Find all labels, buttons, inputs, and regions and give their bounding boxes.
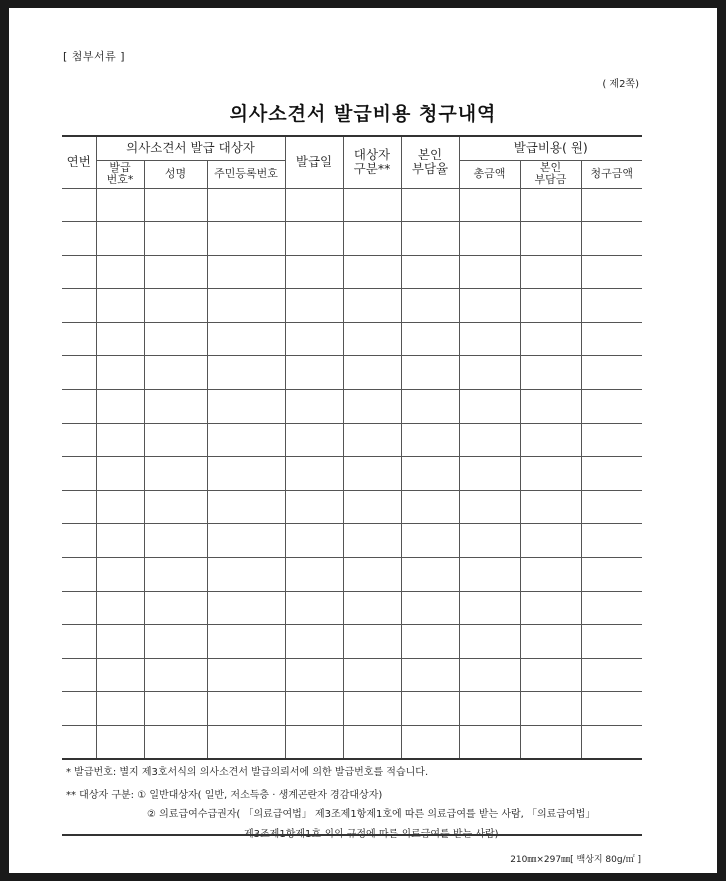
cell-copay[interactable] xyxy=(520,188,581,222)
cell-rrn[interactable] xyxy=(207,726,285,760)
cell-total[interactable] xyxy=(459,188,520,222)
cell-name[interactable] xyxy=(144,658,207,692)
cell-category[interactable] xyxy=(343,255,401,289)
cell-name[interactable] xyxy=(144,423,207,457)
cell-name[interactable] xyxy=(144,558,207,592)
cell-rrn[interactable] xyxy=(207,692,285,726)
cell-issue-date[interactable] xyxy=(285,390,343,424)
header-serial: 연번 xyxy=(62,136,96,188)
cell-name[interactable] xyxy=(144,322,207,356)
cell-total[interactable] xyxy=(459,457,520,491)
cell-copay[interactable] xyxy=(520,490,581,524)
cell-copay[interactable] xyxy=(520,390,581,424)
cell-name[interactable] xyxy=(144,222,207,256)
cell-category[interactable] xyxy=(343,356,401,390)
cell-rrn[interactable] xyxy=(207,591,285,625)
cell-copay-rate[interactable] xyxy=(401,289,459,323)
cell-copay-rate[interactable] xyxy=(401,390,459,424)
cell-issue-no[interactable] xyxy=(96,322,144,356)
table-row xyxy=(62,658,642,692)
cell-rrn[interactable] xyxy=(207,188,285,222)
cell-copay[interactable] xyxy=(520,558,581,592)
note-issue-number: * 발급번호: 별지 제3호서식의 의사소견서 발급의뢰서에 의한 발급번호를 적습니다. xyxy=(66,767,429,778)
cell-serial[interactable] xyxy=(62,726,96,760)
cell-serial[interactable] xyxy=(62,490,96,524)
table-row xyxy=(62,524,642,558)
cell-issue-no[interactable] xyxy=(96,255,144,289)
cell-copay[interactable] xyxy=(520,591,581,625)
table-row xyxy=(62,692,642,726)
cell-issue-date[interactable] xyxy=(285,457,343,491)
cell-copay[interactable] xyxy=(520,322,581,356)
cell-total[interactable] xyxy=(459,423,520,457)
claim-table xyxy=(62,135,642,760)
cell-claim[interactable] xyxy=(581,356,642,390)
table-row xyxy=(62,255,642,289)
cell-serial[interactable] xyxy=(62,423,96,457)
cell-copay[interactable] xyxy=(520,658,581,692)
table-row xyxy=(62,726,642,760)
cell-total[interactable] xyxy=(459,289,520,323)
cell-copay-rate[interactable] xyxy=(401,524,459,558)
cell-issue-no[interactable] xyxy=(96,390,144,424)
table-row xyxy=(62,625,642,659)
cell-rrn[interactable] xyxy=(207,289,285,323)
cell-total[interactable] xyxy=(459,591,520,625)
cell-serial[interactable] xyxy=(62,591,96,625)
cell-issue-no[interactable] xyxy=(96,625,144,659)
cell-issue-no[interactable] xyxy=(96,692,144,726)
cell-total[interactable] xyxy=(459,222,520,256)
cell-total[interactable] xyxy=(459,255,520,289)
cell-issue-no[interactable] xyxy=(96,658,144,692)
attachment-label: [ 첨부서류 ] xyxy=(63,50,126,63)
cell-serial[interactable] xyxy=(62,558,96,592)
cell-category[interactable] xyxy=(343,558,401,592)
cell-claim[interactable] xyxy=(581,558,642,592)
cell-serial[interactable] xyxy=(62,222,96,256)
cell-name[interactable] xyxy=(144,524,207,558)
cell-category[interactable] xyxy=(343,188,401,222)
cell-issue-date[interactable] xyxy=(285,289,343,323)
cell-claim[interactable] xyxy=(581,625,642,659)
cell-copay-rate[interactable] xyxy=(401,490,459,524)
cell-copay-rate[interactable] xyxy=(401,423,459,457)
cell-copay-rate[interactable] xyxy=(401,692,459,726)
cell-copay-rate[interactable] xyxy=(401,356,459,390)
cell-claim[interactable] xyxy=(581,490,642,524)
cell-copay[interactable] xyxy=(520,457,581,491)
cell-rrn[interactable] xyxy=(207,490,285,524)
cell-issue-no[interactable] xyxy=(96,457,144,491)
cell-issue-date[interactable] xyxy=(285,692,343,726)
cell-rrn[interactable] xyxy=(207,524,285,558)
cell-issue-date[interactable] xyxy=(285,726,343,760)
cell-issue-date[interactable] xyxy=(285,558,343,592)
cell-serial[interactable] xyxy=(62,188,96,222)
cell-name[interactable] xyxy=(144,490,207,524)
note-category-2: ② 의료급여수급권자( 「의료급여법」 제3조제1항제1호에 따른 의료급여를 받는 사람, 「의료급여법」 xyxy=(147,809,596,820)
cell-serial[interactable] xyxy=(62,625,96,659)
table-row xyxy=(62,188,642,222)
cell-copay-rate[interactable] xyxy=(401,625,459,659)
cell-copay[interactable] xyxy=(520,255,581,289)
cell-category[interactable] xyxy=(343,222,401,256)
cell-category[interactable] xyxy=(343,289,401,323)
cell-claim[interactable] xyxy=(581,692,642,726)
cell-copay[interactable] xyxy=(520,289,581,323)
cell-issue-date[interactable] xyxy=(285,188,343,222)
header-claim: 청구금액 xyxy=(581,160,642,188)
cell-category[interactable] xyxy=(343,490,401,524)
cell-issue-no[interactable] xyxy=(96,222,144,256)
cell-category[interactable] xyxy=(343,524,401,558)
cell-serial[interactable] xyxy=(62,356,96,390)
page-number: ( 제2쪽) xyxy=(602,79,639,90)
cell-issue-date[interactable] xyxy=(285,591,343,625)
cell-claim[interactable] xyxy=(581,222,642,256)
cell-name[interactable] xyxy=(144,726,207,760)
cell-claim[interactable] xyxy=(581,726,642,760)
cell-category[interactable] xyxy=(343,423,401,457)
cell-category[interactable] xyxy=(343,322,401,356)
cell-total[interactable] xyxy=(459,524,520,558)
cell-rrn[interactable] xyxy=(207,322,285,356)
cell-issue-no[interactable] xyxy=(96,558,144,592)
cell-total[interactable] xyxy=(459,490,520,524)
cell-copay-rate[interactable] xyxy=(401,591,459,625)
cell-name[interactable] xyxy=(144,289,207,323)
table-row xyxy=(62,390,642,424)
cell-issue-no[interactable] xyxy=(96,188,144,222)
cell-rrn[interactable] xyxy=(207,625,285,659)
table-row xyxy=(62,423,642,457)
header-copay: 본인 부담금 xyxy=(520,160,581,188)
cell-serial[interactable] xyxy=(62,255,96,289)
cell-copay[interactable] xyxy=(520,222,581,256)
cell-rrn[interactable] xyxy=(207,658,285,692)
cell-name[interactable] xyxy=(144,390,207,424)
cell-issue-no[interactable] xyxy=(96,591,144,625)
cell-total[interactable] xyxy=(459,356,520,390)
cell-copay[interactable] xyxy=(520,423,581,457)
cell-category[interactable] xyxy=(343,692,401,726)
cell-name[interactable] xyxy=(144,591,207,625)
header-issue-date: 발급일 xyxy=(285,136,343,188)
header-name: 성명 xyxy=(144,160,207,188)
cell-category[interactable] xyxy=(343,658,401,692)
cell-issue-date[interactable] xyxy=(285,658,343,692)
cell-copay[interactable] xyxy=(520,726,581,760)
cell-copay-rate[interactable] xyxy=(401,255,459,289)
cell-copay[interactable] xyxy=(520,356,581,390)
cell-name[interactable] xyxy=(144,692,207,726)
cell-total[interactable] xyxy=(459,726,520,760)
cell-issue-no[interactable] xyxy=(96,356,144,390)
table-row xyxy=(62,356,642,390)
cell-issue-no[interactable] xyxy=(96,490,144,524)
form-page xyxy=(9,8,717,873)
cell-name[interactable] xyxy=(144,255,207,289)
note-category-1: ** 대상자 구분: ① 일반대상자( 일반, 저소득층 · 생계곤란자 경감대상자) xyxy=(66,790,383,801)
cell-claim[interactable] xyxy=(581,591,642,625)
cell-serial[interactable] xyxy=(62,322,96,356)
cell-issue-date[interactable] xyxy=(285,524,343,558)
table-row xyxy=(62,591,642,625)
cell-serial[interactable] xyxy=(62,658,96,692)
cell-total[interactable] xyxy=(459,625,520,659)
cell-copay-rate[interactable] xyxy=(401,188,459,222)
cell-name[interactable] xyxy=(144,188,207,222)
table-row xyxy=(62,490,642,524)
table-row xyxy=(62,289,642,323)
cell-category[interactable] xyxy=(343,726,401,760)
cell-copay-rate[interactable] xyxy=(401,658,459,692)
cell-issue-date[interactable] xyxy=(285,625,343,659)
cell-category[interactable] xyxy=(343,390,401,424)
cell-rrn[interactable] xyxy=(207,558,285,592)
cell-rrn[interactable] xyxy=(207,457,285,491)
table-row xyxy=(62,322,642,356)
cell-serial[interactable] xyxy=(62,524,96,558)
cell-claim[interactable] xyxy=(581,322,642,356)
cell-total[interactable] xyxy=(459,390,520,424)
cell-serial[interactable] xyxy=(62,457,96,491)
cell-copay-rate[interactable] xyxy=(401,558,459,592)
cell-total[interactable] xyxy=(459,692,520,726)
cell-name[interactable] xyxy=(144,625,207,659)
header-issue-no: 발급 번호* xyxy=(96,160,144,188)
cell-rrn[interactable] xyxy=(207,255,285,289)
cell-issue-date[interactable] xyxy=(285,255,343,289)
cell-category[interactable] xyxy=(343,625,401,659)
cell-issue-date[interactable] xyxy=(285,490,343,524)
cell-rrn[interactable] xyxy=(207,356,285,390)
bottom-rule xyxy=(62,834,642,836)
cell-issue-no[interactable] xyxy=(96,289,144,323)
header-rrn: 주민등록번호 xyxy=(207,160,285,188)
table-row xyxy=(62,222,642,256)
cell-serial[interactable] xyxy=(62,390,96,424)
cell-claim[interactable] xyxy=(581,390,642,424)
cell-rrn[interactable] xyxy=(207,390,285,424)
cell-serial[interactable] xyxy=(62,692,96,726)
paper-spec: 210㎜×297㎜[ 백상지 80g/㎡ ] xyxy=(510,855,641,865)
cell-total[interactable] xyxy=(459,658,520,692)
cell-issue-date[interactable] xyxy=(285,356,343,390)
cell-claim[interactable] xyxy=(581,188,642,222)
cell-claim[interactable] xyxy=(581,255,642,289)
note-category-2-cont: 제3조제1항제1호 외의 규정에 따른 의료급여를 받는 사람) xyxy=(244,829,499,840)
cell-copay[interactable] xyxy=(520,625,581,659)
cell-issue-date[interactable] xyxy=(285,222,343,256)
cell-issue-no[interactable] xyxy=(96,524,144,558)
cell-name[interactable] xyxy=(144,356,207,390)
header-target-group: 의사소견서 발급 대상자 xyxy=(96,136,285,160)
page-title: 의사소견서 발급비용 청구내역 xyxy=(229,103,497,125)
cell-claim[interactable] xyxy=(581,524,642,558)
cell-total[interactable] xyxy=(459,322,520,356)
cell-issue-date[interactable] xyxy=(285,423,343,457)
cell-claim[interactable] xyxy=(581,423,642,457)
cell-name[interactable] xyxy=(144,457,207,491)
cell-category[interactable] xyxy=(343,457,401,491)
cell-copay[interactable] xyxy=(520,524,581,558)
cell-issue-date[interactable] xyxy=(285,322,343,356)
header-copay-rate: 본인 부담율 xyxy=(401,136,459,188)
cell-issue-no[interactable] xyxy=(96,726,144,760)
cell-copay-rate[interactable] xyxy=(401,222,459,256)
cell-total[interactable] xyxy=(459,558,520,592)
cell-claim[interactable] xyxy=(581,457,642,491)
cell-claim[interactable] xyxy=(581,289,642,323)
header-cost-group: 발급비용( 원) xyxy=(459,136,642,160)
header-total: 총금액 xyxy=(459,160,520,188)
cell-copay-rate[interactable] xyxy=(401,726,459,760)
cell-copay-rate[interactable] xyxy=(401,322,459,356)
cell-rrn[interactable] xyxy=(207,423,285,457)
cell-serial[interactable] xyxy=(62,289,96,323)
cell-category[interactable] xyxy=(343,591,401,625)
table-row xyxy=(62,457,642,491)
cell-rrn[interactable] xyxy=(207,222,285,256)
cell-claim[interactable] xyxy=(581,658,642,692)
table-row xyxy=(62,558,642,592)
cell-copay-rate[interactable] xyxy=(401,457,459,491)
header-category: 대상자 구분** xyxy=(343,136,401,188)
cell-copay[interactable] xyxy=(520,692,581,726)
cell-issue-no[interactable] xyxy=(96,423,144,457)
